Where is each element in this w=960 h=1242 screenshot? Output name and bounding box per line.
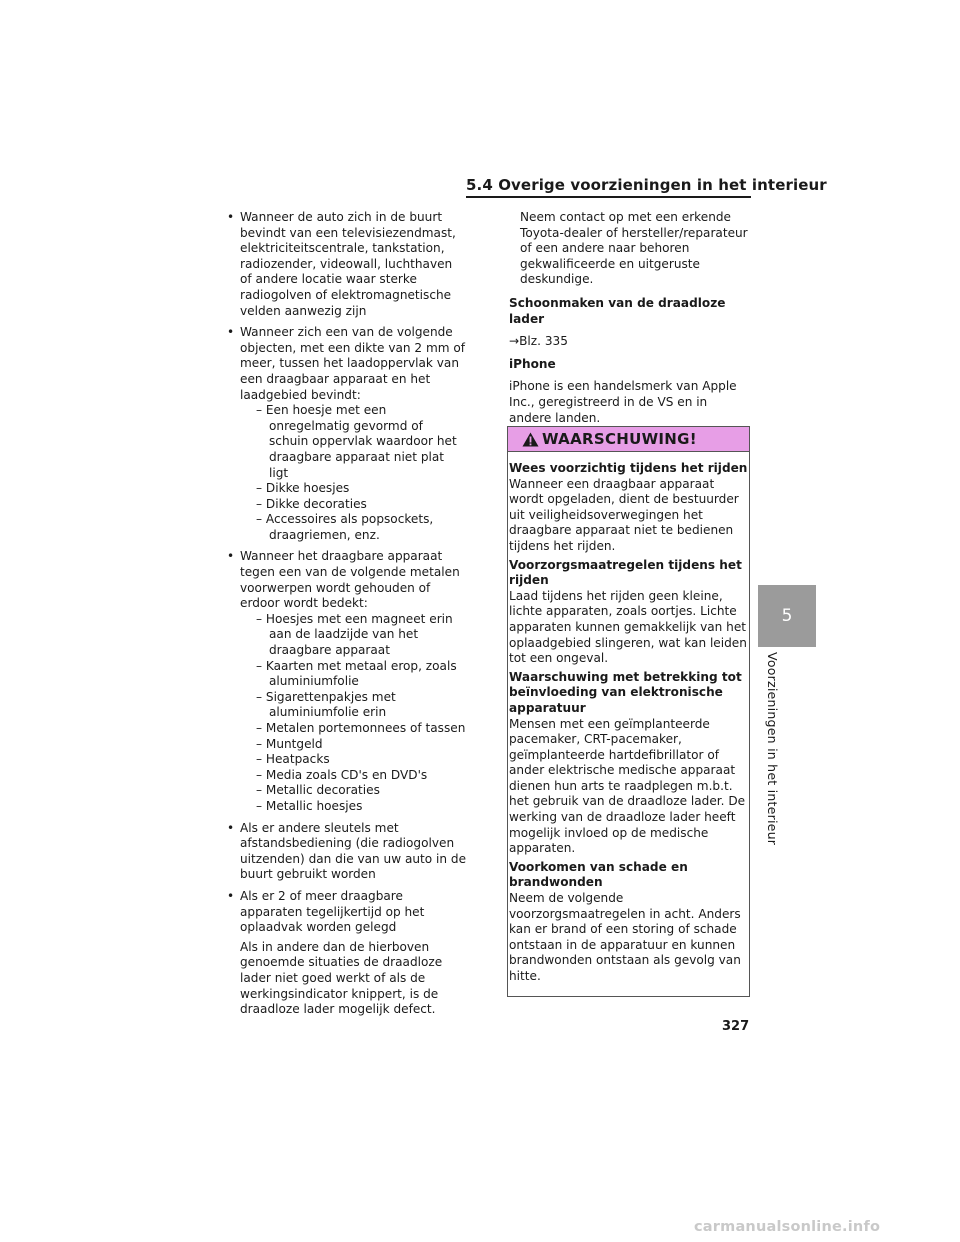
warning-heading: Voorkomen van schade en brandwonden: [509, 859, 688, 890]
warning-heading: Wees voorzichtig tijdens het rijden: [509, 461, 748, 475]
chapter-title: Voorzieningen in het interieur: [765, 652, 780, 846]
warning-box: [507, 426, 750, 997]
sub-item: – Sigarettenpakjes met aluminiumfolie erin: [256, 689, 396, 720]
sub-item: – Dikke hoesjes: [256, 481, 350, 496]
list-item-text: • Als er 2 of meer draagbare apparaten tegelijkertijd op het oplaadvak worden gelegd: [240, 888, 425, 935]
sub-item: – Accessoires als popsockets, draagriemen, enz.: [256, 512, 434, 542]
closing-paragraph: Als in andere dan de hierboven genoemde situaties de draadloze lader niet goed werkt of als de werkingsindicator knippert, is de draadloze lader mogelijk defect.: [240, 939, 443, 1017]
chapter-title-vertical: [760, 652, 786, 852]
page-number: 327: [722, 1019, 750, 1034]
list-item-text: • Wanneer zich een van de volgende objecten, met een dikte van 2 mm of meer, tussen het laadoppervlak van een draagbaar apparaat en het laadgebied bevindt:: [240, 325, 466, 402]
sub-item: – Kaarten met metaal erop, zoals aluminiumfolie: [256, 658, 457, 689]
warning-text: Laad tijdens het rijden geen kleine, lichte apparaten, zoals oortjes. Lichte apparaten kunnen gemakkelijk van het oplaadgebied slingeren, wat kan leiden tot een ongeval.: [509, 588, 747, 666]
warning-text: Wanneer een draagbaar apparaat wordt opgeladen, dient de bestuurder uit veiligheidsoverwegingen het draagbare apparaat niet te bedienen tijdens het rijden.: [509, 476, 739, 553]
warning-label: WAARSCHUWING!: [542, 430, 697, 448]
sub-item: – Een hoesje met een onregelmatig gevormd of schuin oppervlak waardoor het draagbare apparaat niet plat ligt: [256, 403, 457, 480]
warning-text: Mensen met een geïmplanteerde pacemaker, CRT-pacemaker, geïmplanteerde hartdefibrillator of ander elektrische medische apparaat dienen hun arts te raadplegen m.b.t. het gebruik van de draadloze lader. De werking van de draadloze lader heeft mogelijk invloed op de medische apparaten.: [509, 716, 746, 856]
chapter-number: 5: [781, 606, 793, 626]
header-divider: [466, 196, 751, 198]
list-item-text: • Wanneer het draagbare apparaat tegen een van de volgende metalen voorwerpen wordt gehouden of erdoor wordt bedekt:: [240, 549, 460, 611]
list-item: • Als er andere sleutels met afstandsbediening (die radiogolven uitzenden) dan die van uw auto in de buurt gebruikt worden: [226, 821, 466, 883]
iphone-heading: iPhone: [509, 356, 556, 371]
list-item: [226, 549, 466, 814]
list-item: • Wanneer de auto zich in de buurt bevindt van een televisiezendmast, elektriciteitscentrale, tankstation, radiozender, videowall, luchthaven of andere locatie waar sterke radiogolven of elektromagnetische velden aanwezig zijn: [226, 210, 466, 319]
cleaning-heading: Schoonmaken van de draadloze lader: [509, 295, 726, 326]
sub-item: – Dikke decoraties: [256, 496, 367, 511]
warning-triangle-icon: [522, 432, 539, 447]
sub-item: – Metallic decoraties: [256, 783, 380, 798]
iphone-paragraph: iPhone is een handelsmerk van Apple Inc., geregistreerd in de VS en in andere landen.: [509, 379, 737, 425]
left-column: [226, 210, 466, 1018]
list-item: [226, 325, 466, 543]
list-item: [226, 889, 466, 936]
page-reference-link[interactable]: →Blz. 335: [509, 334, 568, 349]
sub-item: – Hoesjes met een magneet erin aan de laadzijde van het draagbare apparaat: [256, 611, 453, 658]
sub-item: – Metalen portemonnees of tassen: [256, 721, 466, 735]
sub-item: – Metallic hoesjes: [256, 798, 363, 813]
sub-item: – Media zoals CD's en DVD's: [256, 767, 428, 782]
right-column: [509, 210, 751, 433]
watermark: carmanualsonline.info: [694, 1219, 881, 1235]
sub-item: – Muntgeld: [256, 736, 323, 751]
section-title: 5.4 Overige voorzieningen in het interieur: [466, 176, 827, 194]
warning-header: [508, 427, 749, 452]
warning-heading: Voorzorgsmaatregelen tijdens het rijden: [509, 557, 742, 588]
chapter-tab[interactable]: [758, 585, 816, 647]
continued-paragraph: Neem contact op met een erkende Toyota-dealer of hersteller/reparateur of een andere naar behoren gekwalificeerde en uitgeruste deskundige.: [520, 210, 748, 287]
warning-content: [508, 452, 749, 985]
sub-item: – Heatpacks: [256, 752, 330, 767]
warning-heading: Waarschuwing met betrekking tot beïnvloeding van elektronische apparatuur: [509, 669, 742, 715]
warning-text: Neem de volgende voorzorgsmaatregelen in acht. Anders kan er brand of een storing of schade ontstaan in de apparatuur en kunnen brandwonden ontstaan als gevolg van hitte.: [509, 891, 741, 983]
